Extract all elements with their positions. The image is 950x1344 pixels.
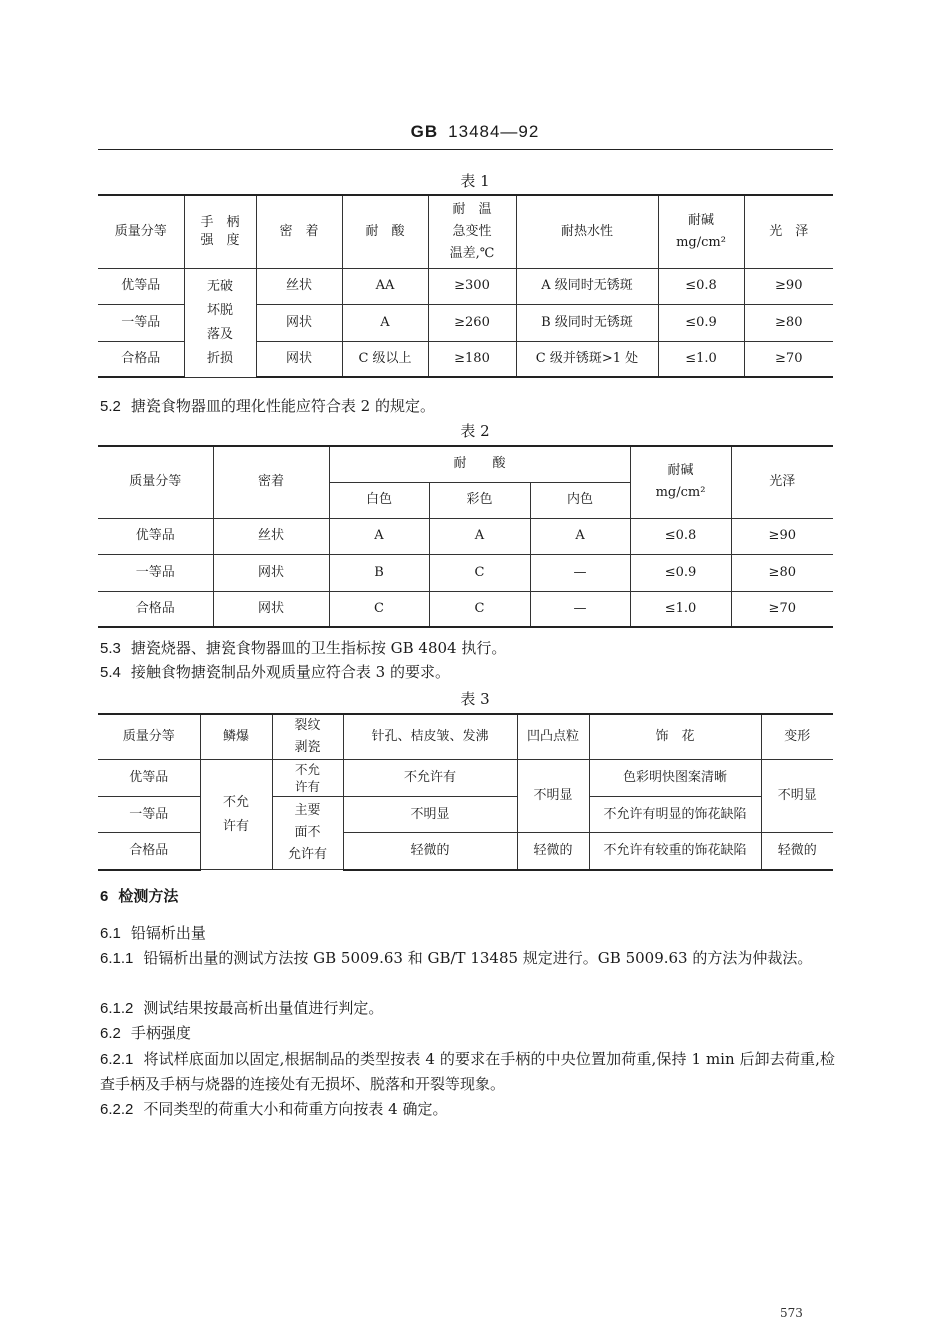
table3-cell-grade: 合格品 bbox=[98, 833, 200, 870]
table1-cell-thermal: ≥180 bbox=[428, 341, 516, 377]
standard-code: 13484—92 bbox=[448, 122, 540, 141]
section-6-1-2 bbox=[100, 996, 835, 1021]
table2-cell-alkali: ≤0.9 bbox=[630, 554, 731, 591]
table3-cell-crack: 主要 面不 允许有 bbox=[272, 797, 343, 870]
section-number: 6.2 bbox=[100, 1025, 121, 1042]
section-text: 检测方法 bbox=[118, 887, 179, 905]
table1-cell-hotwater: C 级并锈斑>1 处 bbox=[516, 341, 658, 377]
table2-header-acid: 耐 酸 bbox=[329, 446, 630, 482]
table1-cell-handle: 无破 坏脱 落及 折损 bbox=[184, 268, 256, 377]
table1-header-grade: 质量分等 bbox=[98, 195, 184, 268]
table1-cell-gloss: ≥80 bbox=[744, 304, 833, 341]
table1-cell-acid: C 级以上 bbox=[342, 341, 428, 377]
section-text: 测试结果按最高析出量值进行判定。 bbox=[143, 999, 384, 1017]
table3-header-pin: 针孔、桔皮皱、发沸 bbox=[343, 714, 517, 760]
table2-cell-inner: A bbox=[530, 518, 630, 554]
section-number: 6.2.1 bbox=[100, 1051, 134, 1068]
table2-cell-inner: — bbox=[530, 554, 630, 591]
section-text: 不同类型的荷重大小和荷重方向按表 4 确定。 bbox=[143, 1100, 448, 1118]
table2-cell-white: A bbox=[329, 518, 429, 554]
table1-cell-adhesion: 网状 bbox=[256, 341, 342, 377]
table2-header-adhesion: 密着 bbox=[213, 446, 329, 518]
table2-header-gloss: 光泽 bbox=[731, 446, 833, 518]
table2-cell-white: B bbox=[329, 554, 429, 591]
section-6-2-2 bbox=[100, 1097, 835, 1122]
table3-header-bump: 凹凸点粒 bbox=[517, 714, 589, 760]
table1-cell-alkali: ≤0.8 bbox=[658, 268, 744, 304]
table2-cell-inner: — bbox=[530, 591, 630, 627]
table2-cell-alkali: ≤0.8 bbox=[630, 518, 731, 554]
table2-header-color: 彩色 bbox=[429, 482, 530, 518]
table1-header-alkali: 耐碱 mg/cm² bbox=[658, 195, 744, 268]
table-row bbox=[98, 268, 833, 304]
table2-cell-color: C bbox=[429, 554, 530, 591]
table1-cell-grade: 合格品 bbox=[98, 341, 184, 377]
table2-cell-grade: 一等品 bbox=[98, 554, 213, 591]
section-number: 6.2.2 bbox=[100, 1101, 134, 1118]
section-6-1 bbox=[100, 921, 835, 946]
table3-cell-pin: 不明显 bbox=[343, 797, 517, 833]
table2-cell-alkali: ≤1.0 bbox=[630, 591, 731, 627]
section-5-3 bbox=[100, 636, 835, 661]
standard-prefix: GB bbox=[410, 122, 439, 141]
table3-cell-crack: 不允 许有 bbox=[272, 760, 343, 797]
table3-caption: 表 3 bbox=[460, 690, 490, 708]
table3-cell-bump: 不明显 bbox=[517, 760, 589, 833]
section-text: 铅镉析出量的测试方法按 GB 5009.63 和 GB/T 13485 规定进行。GB 5009.63 的方法为仲裁法。 bbox=[143, 949, 813, 967]
table3-header-grade: 质量分等 bbox=[98, 714, 200, 760]
table3-cell-pin: 不允许有 bbox=[343, 760, 517, 797]
section-number: 5.3 bbox=[100, 640, 121, 657]
table1-header-gloss: 光 泽 bbox=[744, 195, 833, 268]
table2-caption: 表 2 bbox=[460, 422, 490, 440]
table3-cell-decor: 不允许有明显的饰花缺陷 bbox=[589, 797, 761, 833]
table1-cell-grade: 一等品 bbox=[98, 304, 184, 341]
table2-cell-color: C bbox=[429, 591, 530, 627]
table3-header-scale: 鳞爆 bbox=[200, 714, 272, 760]
section-number: 6 bbox=[100, 888, 109, 905]
table2-cell-color: A bbox=[429, 518, 530, 554]
section-text: 接触食物搪瓷制品外观质量应符合表 3 的要求。 bbox=[130, 663, 450, 681]
table1-caption: 表 1 bbox=[460, 172, 490, 190]
table1-cell-alkali: ≤1.0 bbox=[658, 341, 744, 377]
table-row bbox=[98, 760, 833, 797]
table3-cell-scale: 不允 许有 bbox=[200, 760, 272, 870]
table2-cell-adhesion: 网状 bbox=[213, 554, 329, 591]
table1-cell-thermal: ≥260 bbox=[428, 304, 516, 341]
table3-cell-decor: 色彩明快图案清晰 bbox=[589, 760, 761, 797]
table1-cell-gloss: ≥90 bbox=[744, 268, 833, 304]
header-rule bbox=[98, 149, 833, 150]
table1-cell-alkali: ≤0.9 bbox=[658, 304, 744, 341]
section-number: 6.1.2 bbox=[100, 1000, 134, 1017]
section-number: 5.2 bbox=[100, 398, 121, 415]
section-5-2 bbox=[100, 394, 835, 419]
table1-cell-adhesion: 网状 bbox=[256, 304, 342, 341]
table3 bbox=[98, 713, 833, 871]
table3-header-decor: 饰 花 bbox=[589, 714, 761, 760]
table3-header-row bbox=[98, 714, 833, 760]
table3-cell-pin: 轻微的 bbox=[343, 833, 517, 870]
table3-cell-deform: 轻微的 bbox=[761, 833, 833, 870]
section-6-heading bbox=[100, 884, 835, 909]
table1-cell-adhesion: 丝状 bbox=[256, 268, 342, 304]
table2-cell-grade: 优等品 bbox=[98, 518, 213, 554]
table2-cell-gloss: ≥90 bbox=[731, 518, 833, 554]
table3-cell-grade: 一等品 bbox=[98, 797, 200, 833]
section-6-1-1 bbox=[100, 946, 835, 971]
table1-header-handle: 手 柄 强 度 bbox=[184, 195, 256, 268]
table2-cell-adhesion: 网状 bbox=[213, 591, 329, 627]
table3-cell-bump: 轻微的 bbox=[517, 833, 589, 870]
table1-cell-grade: 优等品 bbox=[98, 268, 184, 304]
table3-header-deform: 变形 bbox=[761, 714, 833, 760]
section-6-2-1 bbox=[100, 1047, 835, 1096]
table3-cell-grade: 优等品 bbox=[98, 760, 200, 797]
table1-header-thermal: 耐 温 急变性 温差,℃ bbox=[428, 195, 516, 268]
table1-header-acid: 耐 酸 bbox=[342, 195, 428, 268]
table2-cell-adhesion: 丝状 bbox=[213, 518, 329, 554]
table1-cell-acid: AA bbox=[342, 268, 428, 304]
table2-cell-gloss: ≥70 bbox=[731, 591, 833, 627]
section-text: 搪瓷烧器、搪瓷食物器皿的卫生指标按 GB 4804 执行。 bbox=[130, 639, 507, 657]
table3-header-crack: 裂纹 剥瓷 bbox=[272, 714, 343, 760]
page-number: 573 bbox=[780, 1306, 803, 1320]
table2-header-grade: 质量分等 bbox=[98, 446, 213, 518]
table1-cell-acid: A bbox=[342, 304, 428, 341]
document-header bbox=[0, 122, 950, 142]
table-row bbox=[98, 591, 833, 627]
section-text: 将试样底面加以固定,根据制品的类型按表 4 的要求在手柄的中央位置加荷重,保持 1 min 后卸去荷重,检查手柄及手柄与烧器的连接处有无损坏、脱落和开裂等现象。 bbox=[100, 1050, 835, 1093]
table2 bbox=[98, 445, 833, 628]
table2-header-white: 白色 bbox=[329, 482, 429, 518]
section-6-2 bbox=[100, 1021, 835, 1046]
table2-cell-grade: 合格品 bbox=[98, 591, 213, 627]
table-row bbox=[98, 554, 833, 591]
section-number: 5.4 bbox=[100, 664, 121, 681]
table1-cell-thermal: ≥300 bbox=[428, 268, 516, 304]
table1-header-adhesion: 密 着 bbox=[256, 195, 342, 268]
table2-header-inner: 内色 bbox=[530, 482, 630, 518]
table1-cell-gloss: ≥70 bbox=[744, 341, 833, 377]
table-row bbox=[98, 518, 833, 554]
table2-cell-gloss: ≥80 bbox=[731, 554, 833, 591]
table2-header-alkali: 耐碱 mg/cm² bbox=[630, 446, 731, 518]
section-5-4 bbox=[100, 660, 835, 685]
table1 bbox=[98, 194, 833, 378]
table1-cell-hotwater: A 级同时无锈斑 bbox=[516, 268, 658, 304]
table2-cell-white: C bbox=[329, 591, 429, 627]
section-text: 手柄强度 bbox=[130, 1024, 191, 1042]
section-text: 铅镉析出量 bbox=[130, 924, 206, 942]
table1-cell-hotwater: B 级同时无锈斑 bbox=[516, 304, 658, 341]
section-number: 6.1.1 bbox=[100, 950, 134, 967]
section-text: 搪瓷食物器皿的理化性能应符合表 2 的规定。 bbox=[130, 397, 435, 415]
table3-cell-deform: 不明显 bbox=[761, 760, 833, 833]
table3-cell-decor: 不允许有较重的饰花缺陷 bbox=[589, 833, 761, 870]
table2-header-row bbox=[98, 446, 833, 482]
section-number: 6.1 bbox=[100, 925, 121, 942]
table1-header-hotwater: 耐热水性 bbox=[516, 195, 658, 268]
table1-header-row bbox=[98, 195, 833, 268]
